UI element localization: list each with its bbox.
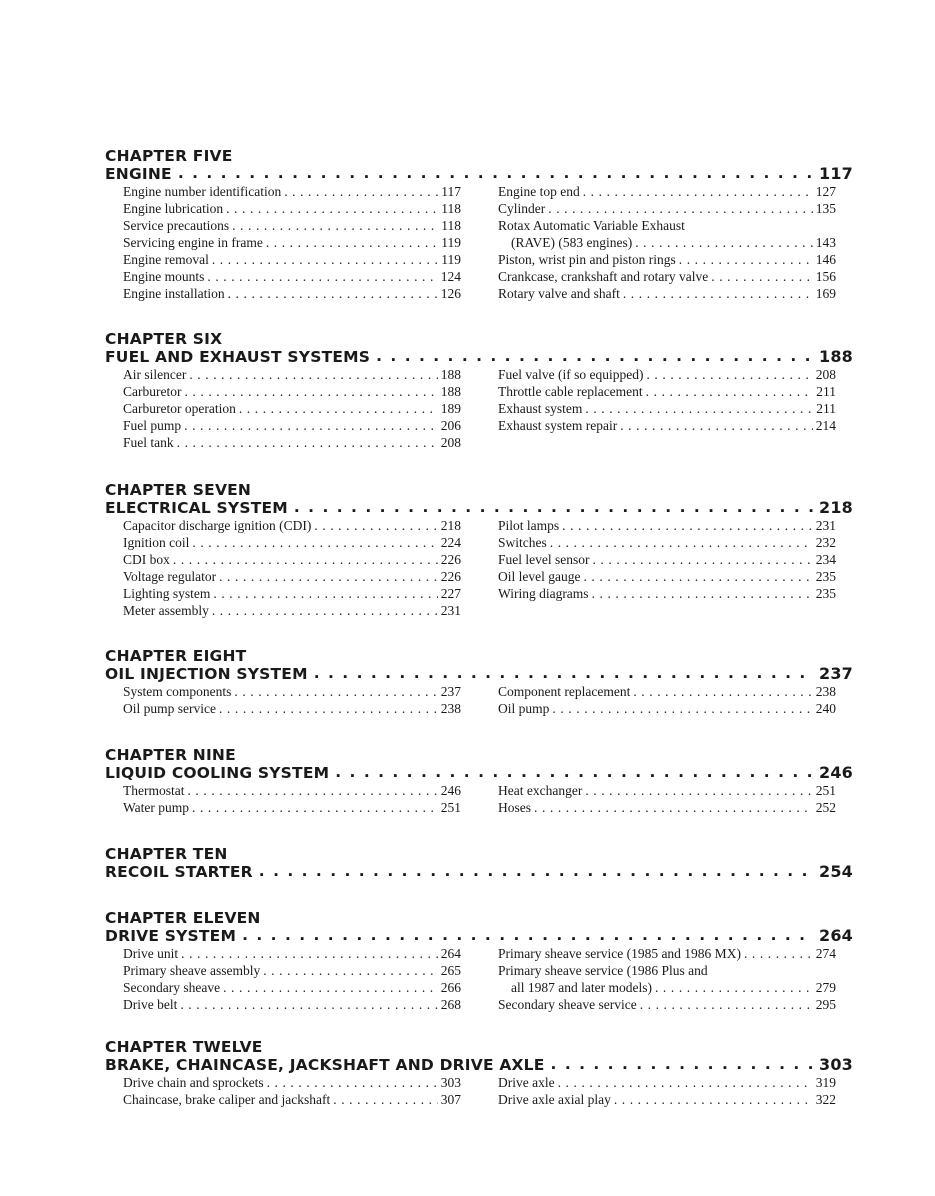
toc-entry-title: Exhaust system: [498, 401, 583, 416]
toc-entry-title: Thermostat: [123, 783, 185, 798]
dot-leader: [552, 700, 812, 717]
dot-leader: [551, 1055, 813, 1073]
toc-entry[interactable]: [498, 534, 836, 551]
chapter-label: CHAPTER NINE: [105, 746, 236, 764]
dot-leader: [234, 683, 437, 700]
dot-leader: [585, 400, 813, 417]
toc-entry[interactable]: [123, 979, 461, 996]
toc-entry-title: Capacitor discharge ignition (CDI): [123, 518, 312, 533]
chapter-page: 254: [819, 862, 853, 881]
toc-entry-title: Exhaust system repair: [498, 418, 618, 433]
toc-entry[interactable]: [498, 517, 836, 534]
toc-entry-page: 119: [441, 235, 461, 250]
toc-entry-page: 126: [440, 286, 461, 301]
toc-entry-page: 251: [440, 800, 461, 815]
chapter-title: BRAKE, CHAINCASE, JACKSHAFT AND DRIVE AXLE: [105, 1056, 545, 1074]
dot-leader: [744, 945, 813, 962]
chapter-title-row[interactable]: [105, 1056, 853, 1074]
toc-entry-page: 206: [440, 418, 461, 433]
toc-entry-page: 238: [815, 684, 836, 699]
toc-entry-page: 235: [815, 586, 836, 601]
chapter-page: 188: [819, 347, 853, 366]
toc-column-left: [123, 183, 461, 302]
dot-leader: [266, 234, 438, 251]
dot-leader: [558, 1074, 813, 1091]
dot-leader: [294, 498, 813, 516]
toc-entry[interactable]: [498, 979, 836, 996]
toc-entry[interactable]: [498, 234, 836, 251]
toc-entry[interactable]: [498, 417, 836, 434]
toc-entry-page: 118: [441, 218, 461, 233]
toc-entry[interactable]: [498, 782, 836, 799]
toc-entry[interactable]: [123, 602, 461, 619]
chapter-title-row[interactable]: [105, 348, 853, 366]
dot-leader: [335, 763, 813, 781]
toc-entry-page: 211: [816, 401, 836, 416]
toc-entry-title: Drive chain and sprockets: [123, 1075, 264, 1090]
dot-leader: [219, 700, 438, 717]
dot-leader: [177, 434, 438, 451]
chapter-page: 237: [819, 664, 853, 683]
toc-entry[interactable]: [123, 551, 461, 568]
toc-entry[interactable]: [123, 1074, 461, 1091]
chapter-page: 264: [819, 926, 853, 945]
dot-leader: [592, 551, 812, 568]
dot-leader: [314, 664, 813, 682]
toc-entry-page: 208: [440, 435, 461, 450]
toc-entry-title: Secondary sheave: [123, 980, 221, 995]
toc-column-left: [123, 683, 461, 717]
toc-entry-page: 268: [440, 997, 461, 1012]
toc-entry-page: 240: [815, 701, 836, 716]
toc-entry[interactable]: [123, 383, 461, 400]
toc-entry-title: Carburetor: [123, 384, 182, 399]
toc-entry-page: 231: [440, 603, 461, 618]
toc-entry-title: Primary sheave service (1986 Plus and: [498, 963, 708, 978]
chapter-title-row[interactable]: [105, 499, 853, 517]
toc-entry-page: 214: [815, 418, 836, 433]
dot-leader: [655, 979, 813, 996]
toc-entry-title: Secondary sheave service: [498, 997, 637, 1012]
toc-entry[interactable]: [498, 217, 836, 234]
toc-entry-page: 169: [815, 286, 836, 301]
toc-entry[interactable]: [123, 434, 461, 451]
toc-column-left: [123, 1074, 461, 1108]
toc-entry-title: Component replacement: [498, 684, 631, 699]
toc-entry[interactable]: [498, 996, 836, 1013]
chapter-title: DRIVE SYSTEM: [105, 927, 237, 945]
toc-entry-page: 119: [441, 252, 461, 267]
toc-entry[interactable]: [123, 1091, 461, 1108]
toc-entry[interactable]: [123, 268, 461, 285]
toc-entry-title: Primary sheave service (1985 and 1986 MX): [498, 946, 741, 961]
toc-entry-page: 322: [815, 1092, 836, 1107]
toc-entry-title: Meter assembly: [123, 603, 209, 618]
chapter-title-row[interactable]: [105, 927, 853, 945]
dot-leader: [333, 1091, 437, 1108]
toc-column-left: [123, 517, 461, 619]
toc-entry-title: Engine removal: [123, 252, 209, 267]
dot-leader: [583, 568, 812, 585]
dot-leader: [192, 799, 438, 816]
toc-entry-title: Oil level gauge: [498, 569, 581, 584]
toc-entry-page: 232: [815, 535, 836, 550]
toc-entry-page: 218: [440, 518, 461, 533]
chapter-label: CHAPTER EIGHT: [105, 647, 247, 665]
toc-entry-page: 231: [815, 518, 836, 533]
toc-entry[interactable]: [498, 183, 836, 200]
dot-leader: [314, 517, 437, 534]
dot-leader: [633, 683, 812, 700]
dot-leader: [180, 996, 437, 1013]
toc-entry[interactable]: [123, 700, 461, 717]
toc-entry-title: Throttle cable replacement: [498, 384, 643, 399]
toc-entry-title: Lighting system: [123, 586, 211, 601]
chapter-page: 303: [819, 1055, 853, 1074]
toc-entry-page: 127: [815, 184, 836, 199]
toc-entry-title: CDI box: [123, 552, 170, 567]
toc-entry-page: 307: [440, 1092, 461, 1107]
toc-entry-title: Engine lubrication: [123, 201, 224, 216]
toc-entry-page: 237: [440, 684, 461, 699]
toc-entry-title: Servicing engine in frame: [123, 235, 263, 250]
dot-leader: [679, 251, 813, 268]
toc-entry-title: Piston, wrist pin and piston rings: [498, 252, 676, 267]
toc-column-right: [498, 683, 836, 717]
toc-entry[interactable]: [498, 551, 836, 568]
toc-entry[interactable]: [123, 417, 461, 434]
chapter-title-row[interactable]: [105, 764, 853, 782]
dot-leader: [173, 551, 438, 568]
toc-entry-title: Drive belt: [123, 997, 178, 1012]
chapter-title-row[interactable]: [105, 863, 853, 881]
toc-column-right: [498, 183, 836, 302]
toc-entry[interactable]: [498, 1074, 836, 1091]
toc-entry-title: Drive unit: [123, 946, 179, 961]
toc-entry-page: 226: [440, 552, 461, 567]
toc-entry-page: 251: [815, 783, 836, 798]
dot-leader: [189, 366, 437, 383]
toc-entry-page: 246: [440, 783, 461, 798]
toc-entry-page: 118: [441, 201, 461, 216]
dot-leader: [212, 602, 438, 619]
toc-entry-title: Carburetor operation: [123, 401, 236, 416]
chapter-label: CHAPTER SEVEN: [105, 481, 252, 499]
toc-entry[interactable]: [123, 217, 461, 234]
toc-entry[interactable]: [498, 366, 836, 383]
toc-entry[interactable]: [123, 996, 461, 1013]
chapter-page: 218: [819, 498, 853, 517]
chapter-title: OIL INJECTION SYSTEM: [105, 665, 308, 683]
toc-entry[interactable]: [123, 366, 461, 383]
toc-entry[interactable]: [123, 534, 461, 551]
dot-leader: [263, 962, 438, 979]
toc-entry-title: Wiring diagrams: [498, 586, 589, 601]
dot-leader: [620, 417, 813, 434]
toc-column-left: [123, 782, 461, 816]
toc-entry-title: Air silencer: [123, 367, 187, 382]
toc-entry-title: Oil pump service: [123, 701, 216, 716]
dot-leader: [635, 234, 813, 251]
toc-entry-title: Engine mounts: [123, 269, 205, 284]
toc-entry-title: (RAVE) (583 engines): [511, 235, 633, 250]
toc-entry-page: 188: [440, 367, 461, 382]
toc-entry[interactable]: [123, 517, 461, 534]
toc-entry-page: 303: [440, 1075, 461, 1090]
toc-entry-title: Engine top end: [498, 184, 580, 199]
toc-column-right: [498, 945, 836, 1013]
toc-column-right: [498, 366, 836, 434]
toc-entry[interactable]: [123, 782, 461, 799]
chapter-title: ENGINE: [105, 165, 172, 183]
toc-entry-title: Hoses: [498, 800, 531, 815]
dot-leader: [284, 183, 438, 200]
toc-entry-page: 143: [815, 235, 836, 250]
toc-entry-page: 238: [440, 701, 461, 716]
toc-entry-page: 146: [815, 252, 836, 267]
dot-leader: [614, 1091, 813, 1108]
dot-leader: [239, 400, 438, 417]
toc-entry[interactable]: [123, 400, 461, 417]
toc-column-left: [123, 366, 461, 451]
toc-entry-page: 274: [815, 946, 836, 961]
toc-entry-title: Primary sheave assembly: [123, 963, 261, 978]
dot-leader: [207, 268, 437, 285]
toc-entry[interactable]: [123, 683, 461, 700]
toc-column-right: [498, 517, 836, 602]
toc-entry-page: 279: [815, 980, 836, 995]
toc-column-left: [123, 945, 461, 1013]
dot-leader: [259, 862, 813, 880]
toc-entry[interactable]: [123, 200, 461, 217]
toc-entry-page: 224: [440, 535, 461, 550]
toc-entry[interactable]: [123, 945, 461, 962]
toc-entry-page: 211: [816, 384, 836, 399]
toc-entry[interactable]: [498, 383, 836, 400]
dot-leader: [534, 799, 813, 816]
toc-entry-page: 264: [440, 946, 461, 961]
chapter-page: 246: [819, 763, 853, 782]
toc-entry[interactable]: [498, 200, 836, 217]
toc-entry-title: Switches: [498, 535, 547, 550]
toc-entry-title: Engine installation: [123, 286, 225, 301]
chapter-label: CHAPTER TWELVE: [105, 1038, 263, 1056]
chapter-title: FUEL AND EXHAUST SYSTEMS: [105, 348, 371, 366]
toc-entry[interactable]: [123, 962, 461, 979]
toc-entry[interactable]: [498, 585, 836, 602]
dot-leader: [178, 164, 813, 182]
chapter-title-row[interactable]: [105, 665, 853, 683]
toc-entry[interactable]: [123, 285, 461, 302]
dot-leader: [640, 996, 813, 1013]
dot-leader: [232, 217, 438, 234]
toc-entry-page: 265: [440, 963, 461, 978]
dot-leader: [583, 183, 813, 200]
dot-leader: [711, 268, 812, 285]
toc-entry[interactable]: [498, 251, 836, 268]
toc-column-right: [498, 1074, 836, 1108]
toc-entry[interactable]: [498, 285, 836, 302]
dot-leader: [219, 568, 438, 585]
toc-entry[interactable]: [498, 945, 836, 962]
toc-column-right: [498, 782, 836, 816]
chapter-title: ELECTRICAL SYSTEM: [105, 499, 288, 517]
dot-leader: [212, 251, 438, 268]
toc-entry[interactable]: [123, 234, 461, 251]
chapter-label: CHAPTER SIX: [105, 330, 223, 348]
dot-leader: [184, 383, 437, 400]
toc-entry-page: 295: [815, 997, 836, 1012]
chapter-title: RECOIL STARTER: [105, 863, 253, 881]
toc-entry[interactable]: [123, 585, 461, 602]
toc-entry-title: Oil pump: [498, 701, 550, 716]
toc-entry-page: 252: [815, 800, 836, 815]
toc-entry-title: Water pump: [123, 800, 190, 815]
dot-leader: [562, 517, 813, 534]
toc-entry-page: 235: [815, 569, 836, 584]
toc-entry[interactable]: [498, 400, 836, 417]
toc-entry-title: Pilot lamps: [498, 518, 560, 533]
toc-entry-page: 135: [815, 201, 836, 216]
toc-entry[interactable]: [498, 1091, 836, 1108]
dot-leader: [181, 945, 438, 962]
toc-entry[interactable]: [123, 568, 461, 585]
dot-leader: [267, 1074, 438, 1091]
toc-entry[interactable]: [123, 183, 461, 200]
toc-entry-title: Chaincase, brake caliper and jackshaft: [123, 1092, 331, 1107]
toc-entry-title: all 1987 and later models): [511, 980, 652, 995]
toc-entry-title: System components: [123, 684, 232, 699]
dot-leader: [223, 979, 438, 996]
chapter-label: CHAPTER FIVE: [105, 147, 233, 165]
chapter-label: CHAPTER TEN: [105, 845, 228, 863]
toc-entry[interactable]: [498, 683, 836, 700]
toc-entry-title: Service precautions: [123, 218, 230, 233]
chapter-page: 117: [819, 164, 853, 183]
toc-entry-title: Fuel valve (if so equipped): [498, 367, 644, 382]
toc-entry-page: 226: [440, 569, 461, 584]
toc-entry-title: Cylinder: [498, 201, 546, 216]
toc-entry-page: 124: [440, 269, 461, 284]
toc-entry-title: Rotary valve and shaft: [498, 286, 620, 301]
toc-entry-title: Fuel tank: [123, 435, 174, 450]
toc-entry-title: Drive axle axial play: [498, 1092, 611, 1107]
chapter-title: LIQUID COOLING SYSTEM: [105, 764, 330, 782]
toc-entry-page: 188: [440, 384, 461, 399]
toc-entry-title: Drive axle: [498, 1075, 555, 1090]
toc-entry-page: 227: [440, 586, 461, 601]
dot-leader: [550, 534, 813, 551]
toc-entry-title: Engine number identification: [123, 184, 282, 199]
toc-entry[interactable]: [498, 700, 836, 717]
dot-leader: [228, 285, 438, 302]
toc-entry-page: 266: [440, 980, 461, 995]
toc-entry-page: 117: [441, 184, 461, 199]
dot-leader: [548, 200, 813, 217]
dot-leader: [585, 782, 812, 799]
dot-leader: [192, 534, 437, 551]
toc-entry-page: 319: [815, 1075, 836, 1090]
toc-entry-title: Fuel pump: [123, 418, 182, 433]
toc-entry-title: Crankcase, crankshaft and rotary valve: [498, 269, 709, 284]
dot-leader: [376, 347, 813, 365]
dot-leader: [646, 383, 814, 400]
dot-leader: [623, 285, 813, 302]
toc-entry-title: Heat exchanger: [498, 783, 583, 798]
toc-entry-page: 189: [440, 401, 461, 416]
toc-entry[interactable]: [498, 962, 836, 979]
toc-entry-title: Ignition coil: [123, 535, 190, 550]
toc-entry-page: 208: [815, 367, 836, 382]
toc-entry-title: Voltage regulator: [123, 569, 217, 584]
toc-entry-page: 156: [815, 269, 836, 284]
chapter-label: CHAPTER ELEVEN: [105, 909, 261, 927]
dot-leader: [592, 585, 813, 602]
toc-entry-title: Fuel level sensor: [498, 552, 590, 567]
toc-entry[interactable]: [498, 268, 836, 285]
toc-entry[interactable]: [498, 568, 836, 585]
toc-entry[interactable]: [123, 251, 461, 268]
dot-leader: [242, 926, 813, 944]
toc-entry[interactable]: [123, 799, 461, 816]
toc-entry-page: 234: [815, 552, 836, 567]
dot-leader: [646, 366, 812, 383]
dot-leader: [226, 200, 438, 217]
dot-leader: [187, 782, 437, 799]
chapter-title-row[interactable]: [105, 165, 853, 183]
dot-leader: [213, 585, 437, 602]
toc-entry-title: Rotax Automatic Variable Exhaust: [498, 218, 685, 233]
dot-leader: [184, 417, 438, 434]
toc-entry[interactable]: [498, 799, 836, 816]
